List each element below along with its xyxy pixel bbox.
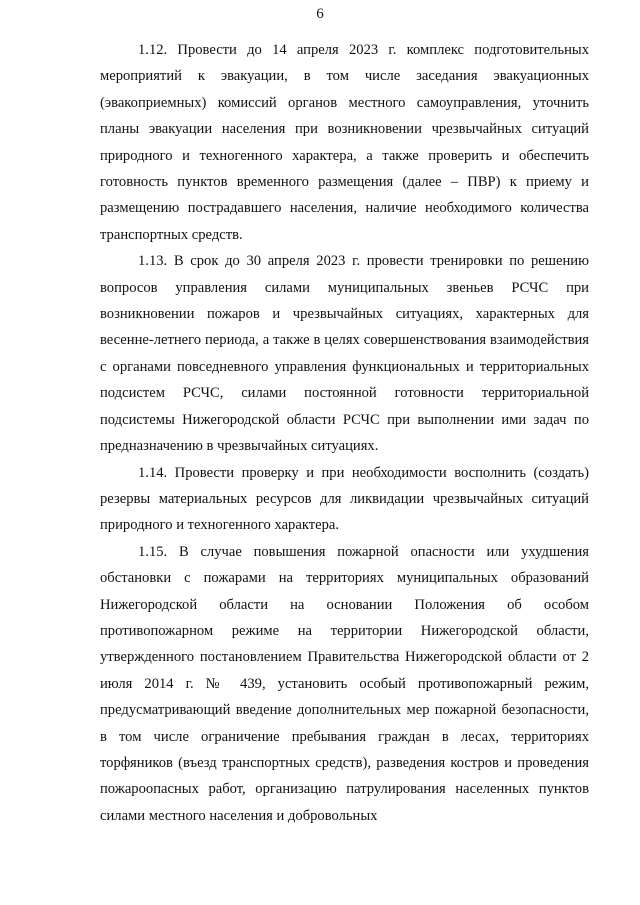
paragraph-1-15: 1.15. В случае повышения пожарной опасности или ухудшения обстановки с пожарами на территориях муниципальных образований Нижегородской области на основании Положения об особом противопожарном режиме на территории Нижегородской области, утвержденного постановлением Правительства Нижегородской области от 2 июля 2014 г. № 439, установить особый противопожарный режим, предусматривающий введение дополнительных мер пожарной безопасности, в том числе ограничение пребывания граждан в лесах, территориях торфяников (въезд транспортных средств), разведения костров и проведения пожароопасных работ, организацию патрулирования населенных пунктов силами местного населения и добровольных <box>100 543 589 824</box>
page-number: 6 <box>316 6 324 22</box>
paragraph-1-12: 1.12. Провести до 14 апреля 2023 г. комплекс подготовительных мероприятий к эвакуации, в том числе заседания эвакуационных (эвакоприемных) комиссий органов местного самоуправления, уточнить планы эвакуации населения при возникновении чрезвычайных ситуаций природного и техногенного характера, а также проверить и обеспечить готовность пунктов временного размещения (далее – ПВР) к приему и размещению пострадавшего населения, наличие необходимого количества транспортных средств. <box>100 42 589 243</box>
paragraph-1-14: 1.14. Провести проверку и при необходимости восполнить (создать) резервы материальных ресурсов для ликвидации чрезвычайных ситуаций природного и техногенного характера. <box>100 464 589 534</box>
paragraph-1-13: 1.13. В срок до 30 апреля 2023 г. провести тренировки по решению вопросов управления силами муниципальных звеньев РСЧС при возникновении пожаров и чрезвычайных ситуациях, характерных для весенне-летнего периода, а также в целях совершенствования взаимодействия с органами повседневного управления функциональных и территориальных подсистем РСЧС, силами постоянной готовности территориальной подсистемы Нижегородской области РСЧС при выполнении ими задач по предназначению в чрезвычайных ситуациях. <box>100 253 589 455</box>
document-body <box>100 37 589 829</box>
